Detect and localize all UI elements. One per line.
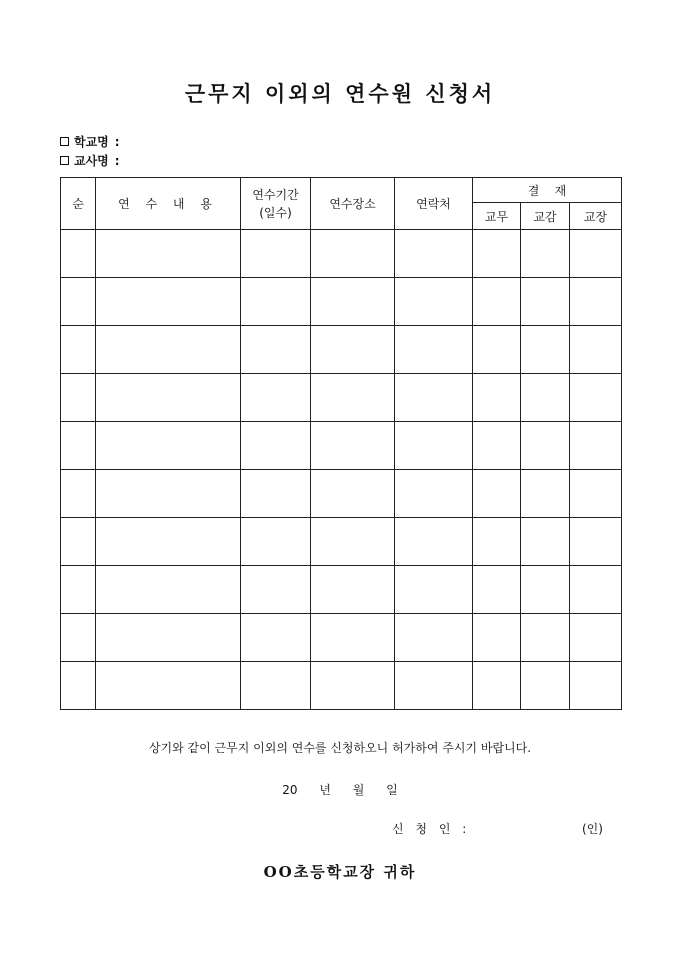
date-year-prefix: 20 (282, 783, 298, 797)
date-day: 일 (386, 783, 398, 797)
table-cell[interactable] (395, 470, 473, 518)
header-approval-vice-principal: 교감 (521, 203, 570, 230)
table-cell[interactable] (241, 422, 311, 470)
table-cell[interactable] (241, 278, 311, 326)
table-cell[interactable] (311, 374, 395, 422)
teacher-name-field (60, 152, 120, 169)
table-cell[interactable] (521, 614, 570, 662)
table-cell[interactable] (395, 662, 473, 710)
table-cell[interactable] (570, 566, 622, 614)
table-cell[interactable] (521, 518, 570, 566)
applicant-label: 신 청 인 : (392, 822, 471, 836)
header-approval: 결 재 (473, 178, 622, 203)
table-cell[interactable] (61, 662, 96, 710)
table-cell[interactable] (241, 374, 311, 422)
table-cell[interactable] (311, 518, 395, 566)
table-cell[interactable] (570, 326, 622, 374)
table-cell[interactable] (570, 662, 622, 710)
table-cell[interactable] (241, 566, 311, 614)
table-cell[interactable] (395, 374, 473, 422)
table-cell[interactable] (61, 470, 96, 518)
table-cell[interactable] (96, 662, 241, 710)
table-cell[interactable] (241, 662, 311, 710)
table-cell[interactable] (61, 518, 96, 566)
table-cell[interactable] (96, 422, 241, 470)
table-cell[interactable] (473, 326, 521, 374)
table-row (61, 614, 622, 662)
date-month: 월 (352, 783, 365, 797)
table-row (61, 326, 622, 374)
table-cell[interactable] (395, 278, 473, 326)
table-cell[interactable] (570, 278, 622, 326)
table-cell[interactable] (521, 374, 570, 422)
table-cell[interactable] (521, 662, 570, 710)
training-table (60, 177, 622, 710)
table-cell[interactable] (473, 278, 521, 326)
table-row (61, 278, 622, 326)
table-cell[interactable] (570, 518, 622, 566)
table-cell[interactable] (311, 662, 395, 710)
table-cell[interactable] (241, 614, 311, 662)
table-cell[interactable] (473, 470, 521, 518)
table-cell[interactable] (395, 614, 473, 662)
table-cell[interactable] (570, 230, 622, 278)
table-cell[interactable] (570, 614, 622, 662)
table-row (61, 422, 622, 470)
table-cell[interactable] (96, 566, 241, 614)
table-cell[interactable] (395, 326, 473, 374)
table-cell[interactable] (521, 326, 570, 374)
table-cell[interactable] (61, 326, 96, 374)
header-place: 연수장소 (311, 178, 395, 230)
table-cell[interactable] (96, 230, 241, 278)
applicant-seal: (인) (582, 822, 603, 836)
header-content: 연 수 내 용 (96, 178, 241, 230)
table-cell[interactable] (311, 230, 395, 278)
table-cell[interactable] (61, 230, 96, 278)
table-cell[interactable] (473, 230, 521, 278)
header-period: 연수기간 (일수) (241, 178, 311, 230)
table-cell[interactable] (96, 470, 241, 518)
table-cell[interactable] (241, 518, 311, 566)
table-cell[interactable] (521, 278, 570, 326)
table-cell[interactable] (241, 230, 311, 278)
table-body (61, 230, 622, 710)
table-row (61, 566, 622, 614)
table-cell[interactable] (395, 422, 473, 470)
date-line (0, 781, 680, 798)
table-cell[interactable] (311, 470, 395, 518)
table-cell[interactable] (61, 566, 96, 614)
table-cell[interactable] (96, 374, 241, 422)
request-statement: 상기와 같이 근무지 이외의 연수를 신청하오니 허가하여 주시기 바랍니다. (148, 741, 532, 755)
table-cell[interactable] (241, 326, 311, 374)
table-cell[interactable] (311, 422, 395, 470)
header-approval-academic: 교무 (473, 203, 521, 230)
table-cell[interactable] (473, 422, 521, 470)
header-contact: 연락처 (395, 178, 473, 230)
table-cell[interactable] (473, 374, 521, 422)
table-cell[interactable] (570, 422, 622, 470)
table-cell[interactable] (473, 566, 521, 614)
table-cell[interactable] (521, 470, 570, 518)
table-cell[interactable] (96, 614, 241, 662)
table-row (61, 470, 622, 518)
table-cell[interactable] (473, 518, 521, 566)
table-cell[interactable] (96, 518, 241, 566)
date-year: 년 (319, 783, 331, 797)
table-row (61, 518, 622, 566)
table-cell[interactable] (521, 422, 570, 470)
school-name-field (60, 133, 120, 150)
teacher-name-label: 교사명 (74, 154, 109, 168)
table-cell[interactable] (61, 278, 96, 326)
table-cell[interactable] (521, 566, 570, 614)
table-cell[interactable] (521, 230, 570, 278)
school-name-label: 학교명 (74, 135, 109, 149)
table-cell[interactable] (395, 566, 473, 614)
recipient: OO초등학교장 귀하 (263, 863, 417, 881)
table-cell[interactable] (395, 230, 473, 278)
table-cell[interactable] (61, 422, 96, 470)
school-name-separator: : (114, 134, 120, 149)
table-row (61, 662, 622, 710)
table-cell[interactable] (311, 566, 395, 614)
table-cell[interactable] (570, 374, 622, 422)
header-no: 순 (61, 178, 96, 230)
header-approval-principal: 교장 (570, 203, 622, 230)
table-cell[interactable] (473, 662, 521, 710)
table-cell[interactable] (241, 470, 311, 518)
table-cell[interactable] (61, 374, 96, 422)
table-cell[interactable] (395, 518, 473, 566)
form-title: 근무지 이외의 연수원 신청서 (184, 81, 496, 106)
table-cell[interactable] (96, 278, 241, 326)
table-cell[interactable] (96, 326, 241, 374)
teacher-name-separator: : (114, 153, 120, 168)
table-cell[interactable] (311, 614, 395, 662)
table-cell[interactable] (473, 614, 521, 662)
table-cell[interactable] (311, 278, 395, 326)
checkbox-square-icon (60, 156, 69, 165)
table-row (61, 230, 622, 278)
table-cell[interactable] (570, 470, 622, 518)
table-cell[interactable] (61, 614, 96, 662)
table-cell[interactable] (311, 326, 395, 374)
table-row (61, 374, 622, 422)
checkbox-square-icon (60, 137, 69, 146)
